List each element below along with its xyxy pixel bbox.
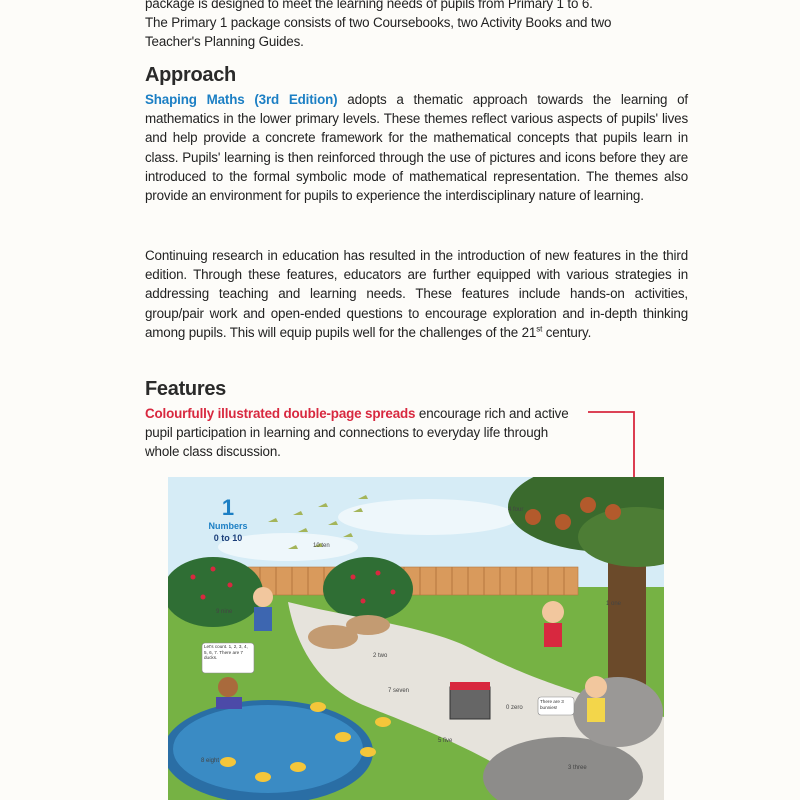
speech-bubble-bunnies: There are 3 bunnies! bbox=[540, 699, 564, 710]
label-eight: 8 eight bbox=[201, 758, 220, 764]
label-zero: 0 zero bbox=[506, 705, 523, 711]
research-text: Continuing research in education has resulted in the introduction of new features in the third edition. Through these features, educators are further equipped with various strategies in addressing teaching and learning needs. These features include hands-on activities, group/pair work and open-ended questions to encourage exploration and in-depth thinking among pupils. This will equip pupils well for the challenges of the 21 bbox=[145, 248, 688, 340]
intro-line-2: The Primary 1 package consists of two Coursebooks, two Activity Books and two bbox=[145, 15, 612, 31]
label-five: 5 five bbox=[438, 738, 453, 744]
label-one: 1 one bbox=[606, 601, 622, 607]
features-highlight: Colourfully illustrated double-page spreads bbox=[145, 406, 416, 421]
speech-bubble-count: Let's count. 1, 2, 3, 4, 5, 6, 7. There are 7 ducks. bbox=[204, 644, 248, 661]
ordinal-suffix: st bbox=[536, 324, 543, 334]
label-seven: 7 seven bbox=[388, 688, 410, 694]
label-nine: 9 nine bbox=[216, 609, 233, 615]
research-text-end: century. bbox=[542, 324, 592, 340]
intro-line-1: package is designed to meet the learning needs of pupils from Primary 1 to 6. bbox=[145, 0, 593, 11]
book-title: Shaping Maths (3rd Edition) bbox=[145, 92, 338, 107]
label-four: 4 four bbox=[508, 507, 524, 513]
features-text: encourage rich and active pupil participation in learning and connections to everyday life through whole class discussion. bbox=[145, 406, 569, 460]
approach-heading: Approach bbox=[145, 64, 236, 86]
intro-line-3: Teacher's Planning Guides. bbox=[145, 34, 304, 50]
chapter-range: 0 to 10 bbox=[213, 533, 243, 543]
chapter-number: 1 bbox=[221, 495, 235, 520]
approach-text: adopts a thematic approach towards the learning of mathematics in the lower primary levels. These themes reflect various aspects of pupils' lives and help provide a concrete framework for the mathematical concepts that pupils learn in class. Pupils' learning is then reinforced through the use of pictures and icons before they are introduced to the formal symbolic mode of mathematical representation. The themes also provide an environment for pupils to experience the interdisciplinary nature of learning. bbox=[145, 92, 688, 204]
label-two: 2 two bbox=[373, 653, 388, 659]
illustration-spread bbox=[168, 477, 664, 800]
features-heading: Features bbox=[145, 378, 226, 400]
chapter-title: Numbers bbox=[208, 521, 248, 531]
label-ten: 10 ten bbox=[313, 543, 330, 549]
label-three: 3 three bbox=[568, 765, 587, 771]
